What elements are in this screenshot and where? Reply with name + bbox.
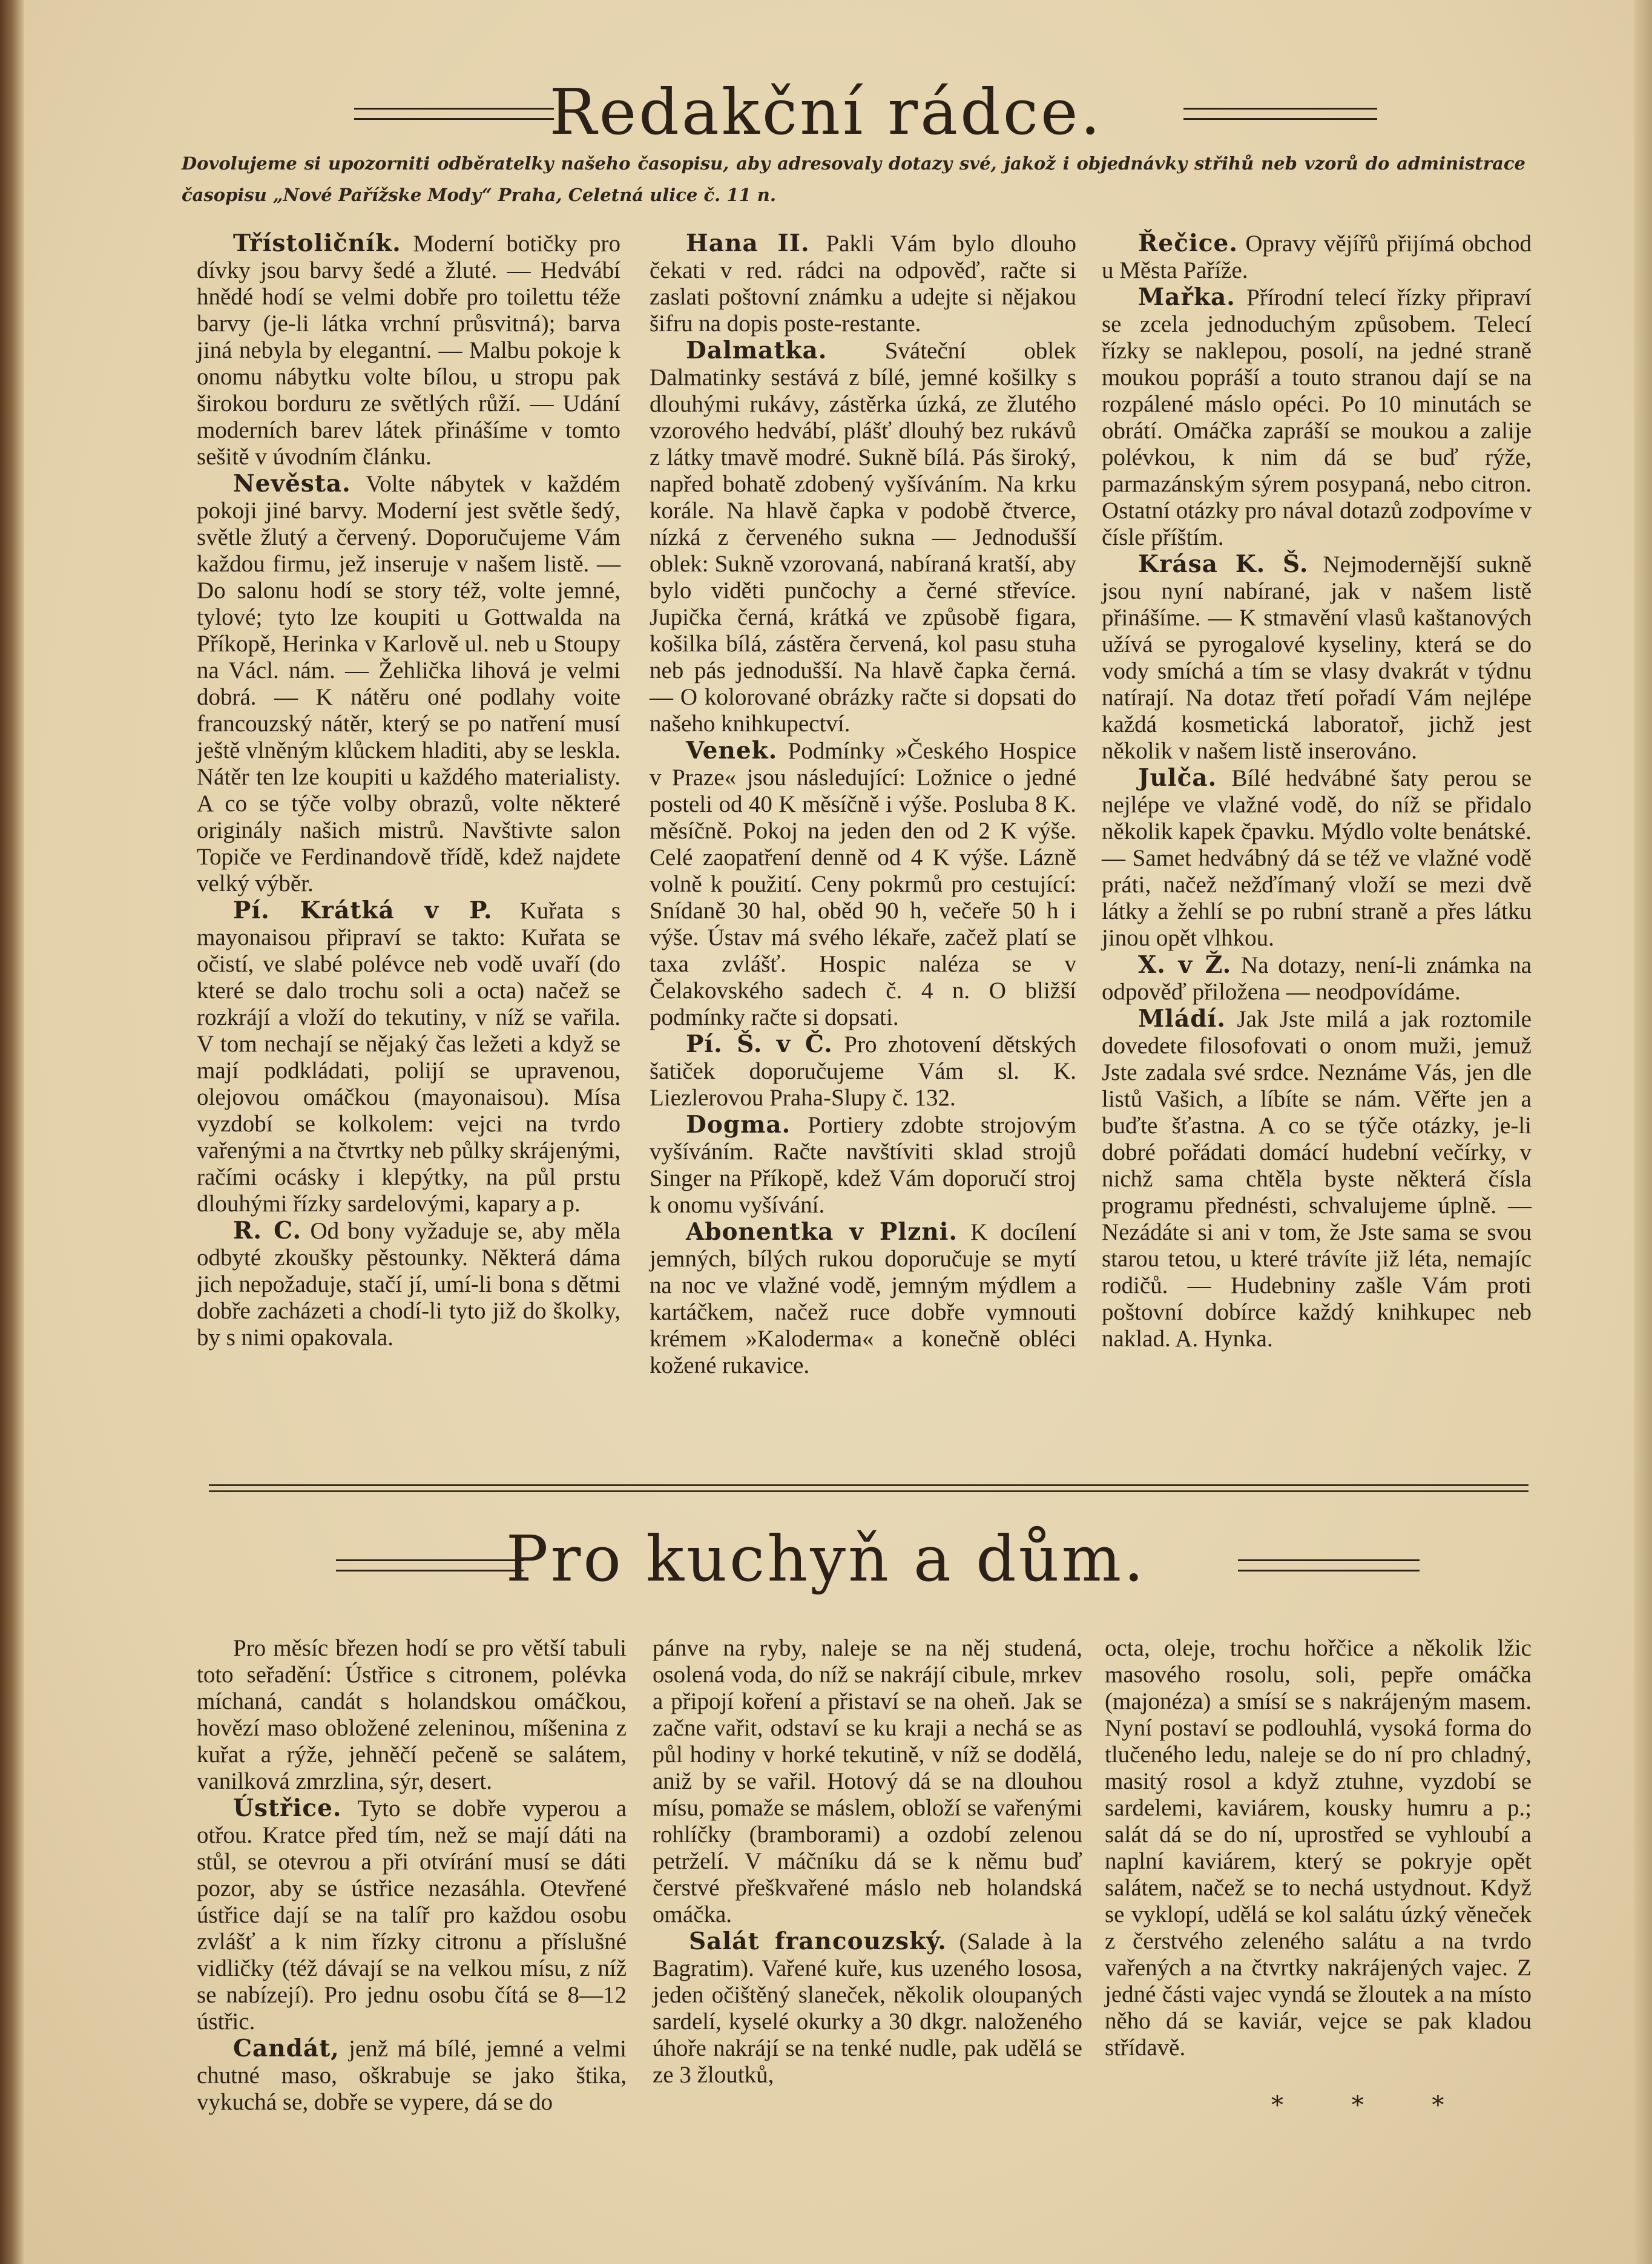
entry-heading: Julča. bbox=[1138, 764, 1217, 792]
advice-column-1 bbox=[197, 230, 620, 1351]
entry-heading: Dalmatka. bbox=[686, 337, 828, 364]
entry-heading: Třístoličník. bbox=[233, 229, 401, 257]
advice-entry bbox=[197, 1217, 620, 1351]
closing-asterisks: * * * bbox=[1271, 2091, 1475, 2119]
advice-entry bbox=[1102, 230, 1532, 284]
advice-entry bbox=[650, 1031, 1076, 1111]
advice-entry bbox=[1102, 1005, 1532, 1352]
entry-text: Přírodní telecí řízky připraví se zcela jednoduchým způsobem. Telecí řízky se naklepou, posolí, na jedné straně moukou popráší a touto stranou dají se na rozpálené máslo opéci. Po 10 minutách se obrátí. Omáčka zapráší se moukou a zalije polévkou, k nim dá se buď rýže, parmazánským sýrem posypaná, nebo citron. Ostatní otázky pro nával dotazů zodpovíme v čísle příštím. bbox=[1102, 285, 1532, 550]
entry-heading: Mládí. bbox=[1138, 1005, 1226, 1033]
entry-text: Portiery zdobte strojovým vyšíváním. Račte navštíviti sklad strojů Singer na Příkopě, kdež Vám doporučí stroj k onomu vyšívání. bbox=[650, 1112, 1076, 1218]
advice-entry bbox=[197, 897, 620, 1217]
recipe-heading: Salát francouzský. bbox=[689, 1927, 947, 1955]
entry-text: Pro zhotovení dětských šatiček doporučujeme Vám sl. K. Liezlerovou Praha-Slupy č. 132. bbox=[650, 1032, 1076, 1111]
entry-heading: Venek. bbox=[686, 737, 778, 765]
entry-heading: Krása K. Š. bbox=[1138, 550, 1309, 578]
recipe-text: Tyto se dobře vyperou a otřou. Kratce před tím, než se mají dáti na stůl, se otevrou a při otvírání musí se dáti pozor, aby se ústřice nezasáhla. Otevřené ústřice dají se na talíř pro každou osobu zvlášť a k nim řízky citronu a příslušné vidličky (též dávají se na velkou mísu, z níž se nabízejí). Pro jednu osobu čítá se 8—12 ústřic. bbox=[197, 1795, 627, 2035]
entry-text: K docílení jemných, bílých rukou doporučuje se mytí na noc ve vlažné vodě, jemným mýdlem a kartáčkem, načež ruce dobře vymnouti krémem »Kaloderma« a konečně obléci kožené rukavice. bbox=[650, 1219, 1076, 1378]
recipe-heading: Ústřice. bbox=[233, 1794, 342, 1822]
recipe-text: (Salade à la Bagratim). Vařené kuře, kus uzeného lososa, jeden očištěný slaneček, několik oloupaných sardelí, kyselé okurky a 30 dkgr. naloženého úhoře nakrájí se na tenké nudle, pak udělá se ze 3 žloutků, bbox=[653, 1929, 1082, 2088]
advice-entry bbox=[197, 230, 620, 470]
kitchen-column-1 bbox=[197, 1634, 627, 2116]
advice-entry bbox=[197, 470, 620, 897]
recipe-text: Pro měsíc březen hodí se pro větší tabuli toto seřadění: Ústřice s citronem, polévka míchaná, candát s holandskou omáčkou, hovězí maso obložené zeleninou, míšenina z kuřat a rýže, jehněčí pečeně se salátem, vanilková zmrzlina, sýr, desert. bbox=[197, 1635, 627, 1794]
entry-text: Volte nábytek v každém pokoji jiné barvy. Moderní jest světle šedý, světle žlutý a červený. Doporučujeme Vám každou firmu, jež inseruje v našem listě. — Do salonu hodí se story též, volte jemné, tylové; tyto lze koupiti u Gottwalda na Příkopě, Herinka v Karlově ul. neb u Stoupy na Václ. nám. — Žehlička lihová je velmi dobrá. — K nátěru oné podlahy voite francouzský nátěr, který se po natření musí ještě vlněným klůckem hladiti, aby se leskla. Nátěr ten lze koupiti u každého materialisty. A co se týče volby obrazů, volte některé originály našich mistrů. Navštivte salon Topiče ve Ferdinandově třídě, kdež najdete velký výběr. bbox=[197, 471, 620, 897]
recipe-heading: Candát, bbox=[233, 2035, 340, 2062]
advice-column-2 bbox=[650, 230, 1076, 1379]
entry-heading: Hana II. bbox=[686, 229, 810, 257]
advice-entry bbox=[1102, 284, 1532, 551]
advice-title: Redakční rádce. bbox=[549, 75, 1103, 149]
entry-heading: Abonentka v Plzni. bbox=[686, 1218, 958, 1246]
entry-text: Opravy vějířů přijímá obchod u Města Paříže. bbox=[1102, 231, 1532, 283]
recipe-paragraph bbox=[653, 1634, 1082, 1928]
entry-heading: Řečice. bbox=[1138, 229, 1238, 257]
recipe-text: jenž má bílé, jemné a velmi chutné maso, oškrabuje se jako štika, vykuchá se, dobře se vypere, dá se do bbox=[197, 2036, 627, 2115]
advice-entry bbox=[650, 230, 1076, 337]
entry-text: Nejmodernější sukně jsou nyní nabírané, jak v našem listě přinášíme. — K stmavění vlasů kaštanových užívá se pyrogalové kyseliny, která se do vody smíchá a tím se vlasy dvakrát v týdnu natírají. Na dotaz třetí pořadí Vám nejlépe každá kosmetická laboratoř, jichž jest několik v našem listě inserováno. bbox=[1102, 551, 1532, 764]
section-divider-top bbox=[209, 1484, 1529, 1486]
book-binding bbox=[0, 0, 24, 2264]
entry-text: Moderní botičky pro dívky jsou barvy šedé a žluté. — Hedvábí hnědé hodí se velmi dobře pro toilettu téže barvy (je-li látka vrchní průsvitná); barva jiná nebyla by elegantní. — Malbu pokoje k onomu nábytku volte bílou, u stropu pak širokou borduru ze světlých růží. — Udání moderních barev látek přinášíme v tomto sešitě v úvodním článku. bbox=[197, 231, 620, 470]
recipe-paragraph bbox=[197, 1795, 627, 2035]
entry-text: Pakli Vám bylo dlouho čekati v red. rádci na odpověď, račte si zaslati poštovní známku a udejte si nějakou šifru na dopis poste-restante. bbox=[650, 231, 1077, 337]
entry-text: Kuřata s mayonaisou připraví se takto: Kuřata se očistí, ve slabé polévce neb vodě uvaří (do které se dalo trochu soli a octa) načež se rozkrájí a vloží do tekutiny, v níž se vařila. V tom nechají se nějaký čas ležeti a když se mají podkládati, polijí se upravenou, olejovou omáčkou (mayonaisou). Mísa vyzdobí se kolkolem: vejci na tvrdo vařenými a na čtvrtky neb půlky skrájenými, račími ocásky i klepýtky, na půl prstu dlouhými řízky sardelovými, kapary a p. bbox=[197, 898, 620, 1217]
entry-heading: Pí. Š. v Č. bbox=[686, 1030, 833, 1058]
entry-heading: Pí. Krátká v P. bbox=[233, 897, 493, 924]
advice-entry bbox=[650, 1219, 1076, 1379]
recipe-paragraph bbox=[197, 2035, 627, 2116]
recipe-text: pánve na ryby, naleje se na něj studená, osolená voda, do níž se nakrájí cibule, mrkev a připojí koření a přistaví se na oheň. Jak se začne vařit, odstaví se ku kraji a nechá se as půl hodiny v horké tekutině, v níž se dodělá, aniž by se vařil. Hotový dá se na dlouhou mísu, pomaže se máslem, obloží se vařenými rohlíčky (bramborami) a ozdobí zelenou petrželí. V máčníku dá se k němu buď čerstvé přeškvařené máslo neb holandská omáčka. bbox=[653, 1635, 1082, 1927]
kitchen-column-3 bbox=[1105, 1634, 1532, 2061]
entry-text: Od bony vyžaduje se, aby měla odbyté zkoušky pěstounky. Některá dáma jich nepožaduje, stačí jí, umí-li bona s dětmi dobře zacházeti a chodí-li tyto již do školky, by s nimi opakovala. bbox=[197, 1218, 620, 1351]
entry-text: Sváteční oblek Dalmatinky sestává z bílé, jemné košilky s dlouhými rukávy, zástěrka úzká, ze žlutého vzorového hedvábí, plášť dlouhý bez rukávů z látky tmavě modré. Sukně bílá. Pás široký, napřed bohatě zdobený vyšíváním. Na krku korále. Na hlavě čapka v podobě čtverce, nízká z červeného sukna — Jednodušší oblek: Sukně vzorovaná, nabíraná kratší, aby bylo viděti punčochy a černé střevíce. Jupička černá, krátká ve způsobě figara, košilka bílá, zástěra červená, kol pasu stuha neb pás jednodušší. Na hlavě čapka černá. — O kolorované obrázky račte si dopsati do našeho knihkupectví. bbox=[650, 338, 1076, 737]
section-divider-bottom bbox=[209, 1490, 1529, 1492]
entry-text: Na dotazy, není-li známka na odpověď přiložena — neodpovídáme. bbox=[1102, 952, 1532, 1005]
entry-text: Jak Jste milá a jak roztomile dovedete filosofovati o onom muži, jemuž Jste zadala své srdce. Neznáme Vás, jen dle listů Vašich, a líbíte se nám. Věřte jen a buďte šťastna. A co se týče otázky, je-li dobré pořádati domácí hudební večírky, v nichž sama chtěla byste některá čísla programu přednésti, schvalujeme úplně. — Nezádáte si ani v tom, že Jste sama se svou starou tetou, u které trávíte již léta, nemajíc rodičů. — Hudebniny zašle Vám proti poštovní dobírce každý knihkupec neb naklad. A. Hynka. bbox=[1102, 1006, 1532, 1352]
entry-heading: R. C. bbox=[233, 1217, 302, 1245]
entry-heading: Mařka. bbox=[1138, 283, 1236, 311]
recipe-paragraph bbox=[197, 1634, 627, 1795]
advice-entry bbox=[1102, 765, 1532, 952]
entry-heading: Nevěsta. bbox=[233, 470, 351, 498]
advice-entry bbox=[650, 337, 1076, 737]
entry-text: Bílé hedvábné šaty perou se nejlépe ve vlažné vodě, do níž se přidalo několik kapek čpavku. Mýdlo volte benátské. — Samet hedvábný dá se též ve vlažné vodě práti, načež nežďímaný vloží se mezi dvě látky a žehlí se po rubní straně a přes látku jinou opět vlhkou. bbox=[1102, 765, 1532, 951]
kitchen-column-2 bbox=[653, 1634, 1082, 2088]
advice-entry bbox=[650, 1111, 1076, 1219]
advice-entry bbox=[1102, 551, 1532, 765]
entry-heading: Dogma. bbox=[686, 1111, 791, 1139]
recipe-paragraph bbox=[653, 1928, 1082, 2088]
advice-entry bbox=[1102, 952, 1532, 1005]
page-edge bbox=[1634, 0, 1652, 2264]
advice-entry bbox=[650, 737, 1076, 1031]
kitchen-title: Pro kuchyň a dům. bbox=[505, 1522, 1147, 1596]
advice-column-3 bbox=[1102, 230, 1532, 1352]
recipe-text: octa, oleje, trochu hořčice a několik lžic masového rosolu, soli, pepře omáčka (majonéza) a smísí se s nakrájeným masem. Nyní postaví se podlouhlá, vysoká forma do tlučeného ledu, naleje se do ní pro chladný, masitý rosol a když ztuhne, vyzdobí se sardelemi, kaviárem, kousky humru a p.; salát dá se do ní, uprostřed se vyhloubí a naplní kaviárem, který se pokryje opět salátem, načež se to nechá ustydnout. Když se vyklopí, udělá se kol salátu úzký věneček z čerstvého zeleného salátu a na tvrdo vařených a na čtvrtky nakrájených vajec. Z jedné části vajec vyndá se žloutek a na místo něho dá se kaviár, vejce se pak kladou střídavě. bbox=[1105, 1635, 1532, 2061]
entry-text: Podmínky »Českého Hospice v Praze« jsou následující: Ložnice o jedné posteli od 40 K měsíčně i výše. Posluba 8 K. měsíčně. Pokoj na jeden den od 2 K výše. Celé zaopatření denně od 4 K výše. Lázně volně k použití. Ceny pokrmů pro cestující: Snídaně 30 hal, oběd 90 h, večeře 50 h i výše. Ústav má svého lékaře, začež platí se taxa zvlášť. Hospic naléza se v Čelakovského sadech č. 4 n. O bližší podmínky račte si dopsati. bbox=[650, 738, 1076, 1030]
entry-heading: X. v Ž. bbox=[1138, 951, 1232, 979]
advice-intro: Dovolujeme si upozorniti odběratelky našeho časopisu, aby adresovaly dotazy své, jakož i objednávky střihů neb vzorů do administrace časopisu „Nové Pařížske Mody“ Praha, Celetná ulice č. 11 n. bbox=[182, 153, 1525, 205]
recipe-paragraph bbox=[1105, 1634, 1532, 2061]
